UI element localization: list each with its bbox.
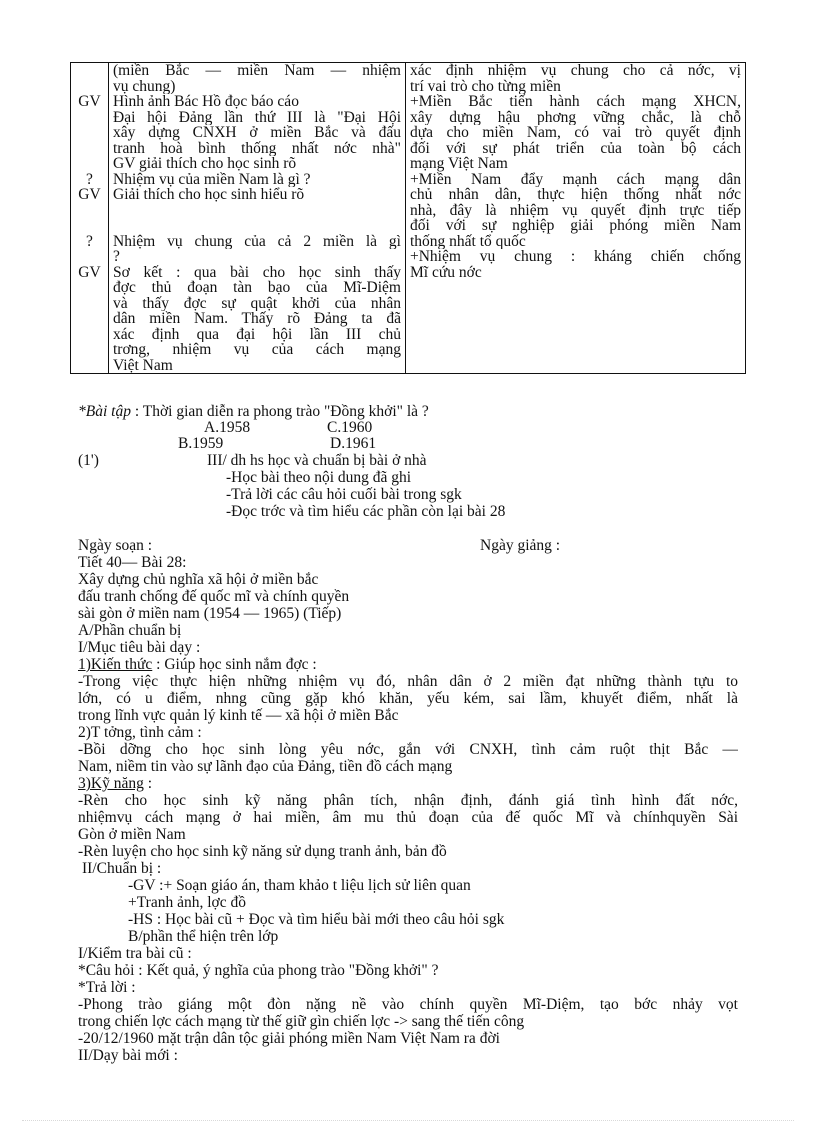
table-line: Việt Nam: [113, 357, 173, 373]
table-line: Nhiệm vụ của miền Nam là gì ?: [113, 171, 311, 187]
prep-item: B/phần thể hiện trên lớp: [128, 928, 279, 945]
table-line: trơng, nhiệm vụ của cách mạng: [113, 342, 401, 358]
body-line: -20/12/1960 mặt trận dân tộc giải phóng miền Nam Việt Nam ra đời: [78, 1030, 500, 1047]
body-line: trong lĩnh vực quản lý kinh tế — xã hội ở miền Bắc: [78, 707, 399, 724]
role-label: GV: [78, 93, 101, 110]
exercise-option-d: D.1961: [330, 435, 377, 452]
body-line: Nam, niềm tin vào sự lãnh đạo của Đảng, tiền đồ cách mạng: [78, 758, 453, 775]
check-answer-label: *Trả lời :: [78, 979, 136, 996]
role-label: GV: [78, 186, 101, 203]
content-column: [406, 63, 746, 374]
page-bottom-rule: [22, 1120, 794, 1121]
lesson-title: đấu tranh chống đế quốc mĩ và chính quyền: [78, 588, 350, 605]
body-line: trong chiến lợc cách mạng từ thế giữ gìn chiến lợc -> sang thế tiến công: [78, 1013, 525, 1030]
table-line: đối với sự phát triển của toàn bộ cách: [410, 140, 741, 156]
table-line: dân miền Nam. Thấy rõ Đảng ta đã: [113, 311, 401, 327]
prep-item: -HS : Học bài cũ + Đọc và tìm hiểu bài mới theo câu hỏi sgk: [128, 911, 505, 928]
table-line: xác định nhiệm vụ chung cho cả nớc, vị: [410, 63, 741, 79]
check-heading: I/Kiểm tra bài cũ :: [78, 945, 192, 962]
homework-heading: III/ dh hs học và chuẩn bị bài ở nhà: [207, 452, 427, 469]
homework-item: -Học bài theo nội dung đã ghi: [226, 469, 412, 486]
table-line: +Miền Nam đẩy mạnh cách mạng dân: [410, 171, 741, 187]
role-column: [71, 63, 109, 374]
lesson-title: Xây dựng chủ nghĩa xã hội ở miền bắc: [78, 571, 319, 588]
table-line: Mĩ cứu nớc: [410, 264, 482, 280]
prep-heading: II/Chuẩn bị :: [82, 860, 162, 877]
table-line: +Miền Bắc tiến hành cách mạng XHCN,: [410, 94, 741, 110]
table-line: Hình ảnh Bác Hồ đọc báo cáo: [113, 94, 299, 110]
homework-time: (1'): [78, 452, 99, 469]
check-question: *Câu hỏi : Kết quả, ý nghĩa của phong trào "Đồng khởi" ?: [78, 962, 439, 979]
exercise-option-b: B.1959: [178, 435, 224, 452]
table-line: xây dựng CNXH ở miền Bắc và đấu: [113, 125, 401, 141]
exercise-option-a: A.1958: [204, 419, 251, 436]
lesson-title: sài gòn ở miền nam (1954 — 1965) (Tiếp): [78, 605, 342, 622]
lesson-table: [70, 62, 746, 374]
knowledge-heading: 1)Kiến thức : Giúp học sinh nắm đợc :: [78, 656, 317, 673]
date-taught: Ngày giảng :: [480, 537, 561, 554]
table-line: vụ chung): [113, 78, 176, 94]
exercise-label: *Bài tập: [78, 403, 131, 420]
table-line: ?: [113, 249, 120, 265]
part-a-heading: A/Phần chuẩn bị: [78, 622, 182, 639]
body-line: -Bồi dỡng cho học sinh lòng yêu nớc, gắn với CNXH, tình cảm ruột thịt Bắc —: [78, 742, 738, 758]
body-line: -Rèn cho học sinh kỹ năng phân tích, nhận định, đánh giá tình hình đất nớc,: [78, 793, 738, 809]
objectives-heading: I/Mục tiêu bài dạy :: [78, 639, 201, 656]
body-line: -Phong trào giáng một đòn nặng nề vào chính quyền Mĩ-Diệm, tạo bớc nhảy vọt: [78, 997, 738, 1013]
exercise-option-c: C.1960: [327, 419, 373, 436]
table-line: mạng Việt Nam: [410, 156, 508, 172]
role-label: [71, 63, 108, 79]
table-line: Giải thích cho học sinh hiểu rõ: [113, 187, 305, 203]
table-line: đối với sự nghiệp giải phóng miền Nam: [410, 218, 741, 234]
table-line: đợc thủ đoạn tàn bạo của Mĩ-Diệm: [113, 280, 401, 296]
role-label: GV: [78, 263, 101, 281]
table-line: xác định qua đại hội lần III chủ: [113, 326, 401, 342]
table-line: chủ nhân dân, thực hiện thống nhất nớc: [410, 187, 741, 203]
lesson-period: Tiết 40— Bài 28:: [78, 554, 187, 571]
table-line: xây dựng hậu phơng vững chắc, là chỗ: [410, 109, 741, 125]
body-line: nhiệmvụ cách mạng ở hai miền, âm mu thủ đoạn của đế quốc Mĩ và chínhquyền Sài: [78, 810, 738, 826]
body-line: Gòn ở miền Nam: [78, 826, 186, 843]
teacher-activity-column: [109, 63, 406, 374]
table-row: [71, 63, 746, 374]
prep-item: -GV :+ Soạn giáo án, tham khảo t liệu lịch sử liên quan: [128, 877, 471, 894]
body-line: -Rèn luyện cho học sinh kỹ năng sử dụng tranh ảnh, bản đồ: [78, 843, 447, 860]
attitude-heading: 2)T tởng, tình cảm :: [78, 724, 202, 741]
table-line: Đại hội Đảng lần thứ III là "Đại Hội: [113, 109, 401, 125]
role-label: ?: [86, 232, 93, 250]
date-prepared: Ngày soạn :: [78, 537, 153, 554]
table-line: (miền Bắc — miền Nam — nhiệm: [113, 63, 401, 79]
body-line: -Trong việc thực hiện những nhiệm vụ đó, nhân dân ở 2 miền đạt những thành tựu to: [78, 674, 738, 690]
skills-heading: 3)Kỹ năng :: [78, 775, 153, 792]
table-line: tranh hoà bình thống nhất nớc nhà": [113, 140, 401, 156]
table-line: GV giải thích cho học sinh rõ: [113, 156, 297, 172]
table-line: dựa cho miền Nam, có vai trò quyết định: [410, 125, 741, 141]
new-lesson-heading: II/Dạy bài mới :: [78, 1047, 178, 1064]
homework-item: -Trả lời các câu hỏi cuối bài trong sgk: [226, 486, 462, 503]
table-line: Nhiệm vụ chung của cả 2 miền là gì: [113, 233, 401, 249]
table-line: trí vai trò cho từng miền: [410, 78, 561, 94]
table-line: và thấy đợc sự quật khởi của nhân: [113, 295, 401, 311]
exercise-question: *Bài tập : Thời gian diễn ra phong trào "Đồng khởi" là ?: [78, 403, 429, 420]
table-line: nhà, đây là nhiệm vụ quyết định trực tiếp: [410, 202, 741, 218]
homework-item: -Đọc trớc và tìm hiểu các phần còn lại bài 28: [226, 503, 506, 520]
table-line: thống nhất tổ quốc: [410, 233, 526, 249]
role-label: ?: [86, 170, 93, 188]
table-line: +Nhiệm vụ chung : kháng chiến chống: [410, 249, 741, 265]
body-line: lớn, có u điểm, nhng cũng gặp khó khăn, yếu kém, sai lầm, khuyết điểm, nhất là: [78, 691, 738, 707]
table-line: Sơ kết : qua bài cho học sinh thấy: [113, 264, 401, 280]
prep-item: +Tranh ảnh, lợc đồ: [128, 894, 246, 911]
